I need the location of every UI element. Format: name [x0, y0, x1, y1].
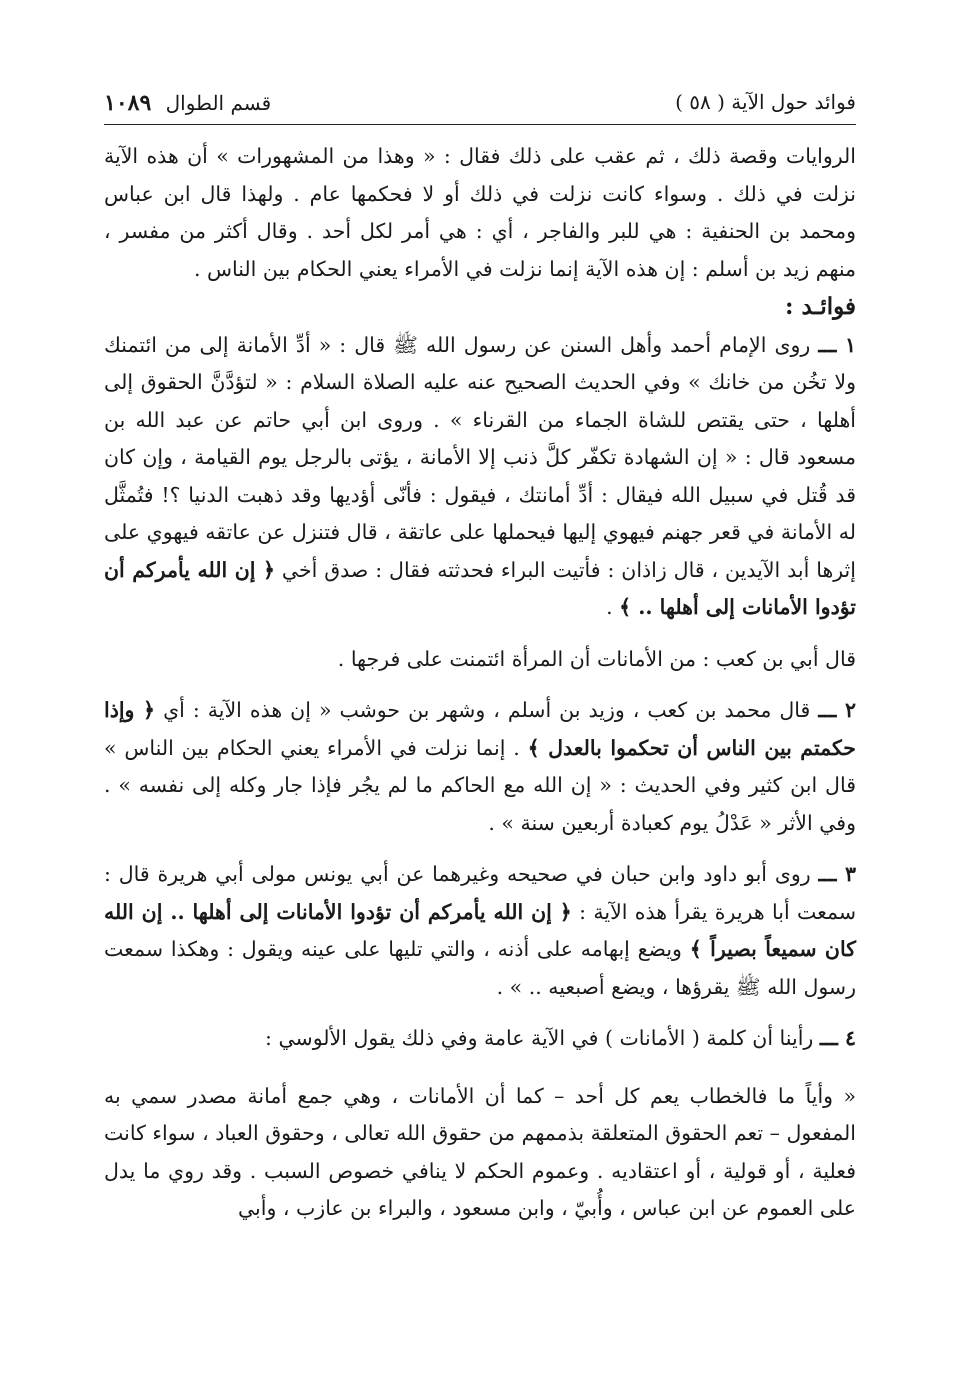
benefit-2-text: قال محمد بن كعب ، وزيد بن أسلم ، وشهر بن حوشب « إن هذه الآية : أي: [163, 698, 811, 722]
alusi-quote: « وأياً ما فالخطاب يعم كل أحد – كما أن الأمانات ، وهي جمع أمانة مصدر سمي به المفعول – تعم الحقوق المتعلقة بذممهم من حقوق الله تعالى ، وحقوق العباد ، سواء كانت فعلية ، أو قولية ، أو اعتقاديه . وعموم الحكم لا ينافي خصوص السبب . وقد روي ما يدل على العموم عن ابن عباس ، وأُبيّ ، وابن مسعود ، والبراء بن عازب ، وأبي: [104, 1083, 856, 1220]
page-number: ١٠٨٩: [104, 90, 152, 116]
page-body: [104, 138, 856, 1228]
header-rule: [104, 124, 856, 125]
benefit-3-number: ٣ ـــ: [818, 862, 856, 886]
benefits-heading-line: [104, 288, 856, 327]
benefit-2-number: ٢ ـــ: [818, 698, 856, 722]
benefit-3-verse: ﴿ إن الله يأمركم أن تؤدوا الأمانات إلى أهلها .. إن الله كان سميعاً بصيراً ﴾: [104, 899, 856, 961]
benefit-1-paragraph: [104, 327, 856, 627]
benefit-3-rest: ويضع إبهامه على أذنه ، والتي تليها على عينه ويقول : وهكذا سمعت رسول الله ﷺ يقرؤها ، ويضع أصبعيه .. » .: [104, 937, 856, 999]
ubayy-paragraph: قال أبي بن كعب : من الأمانات أن المرأة ائتمنت على فرجها .: [337, 646, 856, 671]
benefit-2-verse: ﴿ وإذا حكمتم بين الناس أن تحكموا بالعدل ﴾: [104, 698, 856, 760]
running-header: [104, 86, 856, 126]
benefit-1-verse: ﴿ إن الله يأمركم أن تؤدوا الأمانات إلى أهلها .. ﴾: [104, 557, 856, 619]
benefit-4-number: ٤ ـــ: [819, 1026, 856, 1050]
benefit-1-end: .: [606, 595, 613, 619]
benefit-4-text: رأينا أن كلمة ( الأمانات ) في الآية عامة وفي ذلك يقول الألوسي :: [265, 1026, 814, 1050]
chapter-title: فوائد حول الآية ( ٥٨ ): [675, 90, 856, 114]
benefit-1-number: ١ ـــ: [818, 332, 857, 357]
benefit-2-paragraph: [104, 692, 856, 842]
section-label-group: [104, 90, 271, 116]
intro-paragraph: الروايات وقصة ذلك ، ثم عقب على ذلك فقال : « وهذا من المشهورات » أن هذه الآية نزلت في ذلك . وسواء كانت نزلت في ذلك أو لا فحكمها عام . ولهذا قال ابن عباس ومحمد بن الحنفية : هي للبر والفاجر ، أي : هي أمر لكل أحد . وقال أكثر من مفسر ، منهم زيد بن أسلم : إن هذه الآية إنما نزلت في الأمراء يعني الحكام بين الناس .: [104, 144, 856, 281]
benefit-4-paragraph: [104, 1020, 856, 1058]
benefit-3-text: روى أبو داود وابن حبان في صحيحه وغيرهما عن أبي يونس مولى أبي هريرة قال : سمعت أبا هريرة يقرأ هذه الآية :: [104, 862, 857, 924]
benefit-2-rest: . إنما نزلت في الأمراء يعني الحكام بين الناس » قال ابن كثير وفي الحديث : « إن الله مع الحاكم ما لم يجُر فإذا جار وكله إلى نفسه » . وفي الأثر « عَدْلُ يوم كعبادة أربعين سنة » .: [104, 735, 856, 835]
section-title: قسم الطوال: [165, 91, 272, 115]
benefits-heading: فوائـد :: [785, 293, 856, 320]
benefit-1-text: روى الإمام أحمد وأهل السنن عن رسول الله ﷺ قال : « أدِّ الأمانة إلى من ائتمنك ولا تخُن من خانك » وفي الحديث الصحيح عنه عليه الصلاة السلام : « لتؤدَّنَّ الحقوق إلى أهلها ، حتى يقتص للشاة الجماء من القرناء » . وروى ابن أبي حاتم عن عبد الله بن مسعود قال : « إن الشهادة تكفّر كلَّ ذنب إلا الأمانة ، يؤتى بالرجل يوم القيامة ، وإن كان قد قُتل في سبيل الله فيقال : أدِّ أمانتك ، فيقول : فأنّى أؤديها وقد ذهبت الدنيا ؟! فتُمثَّل له الأمانة في قعر جهنم فيهوي إليها فيحملها على عاتقة ، قال فتنزل عن عاتقه فيهوي على إثرها أبد الآيدين ، قال زاذان : فأتيت البراء فحدثته فقال : صدق أخي: [104, 332, 856, 582]
benefit-3-paragraph: [104, 856, 856, 1006]
